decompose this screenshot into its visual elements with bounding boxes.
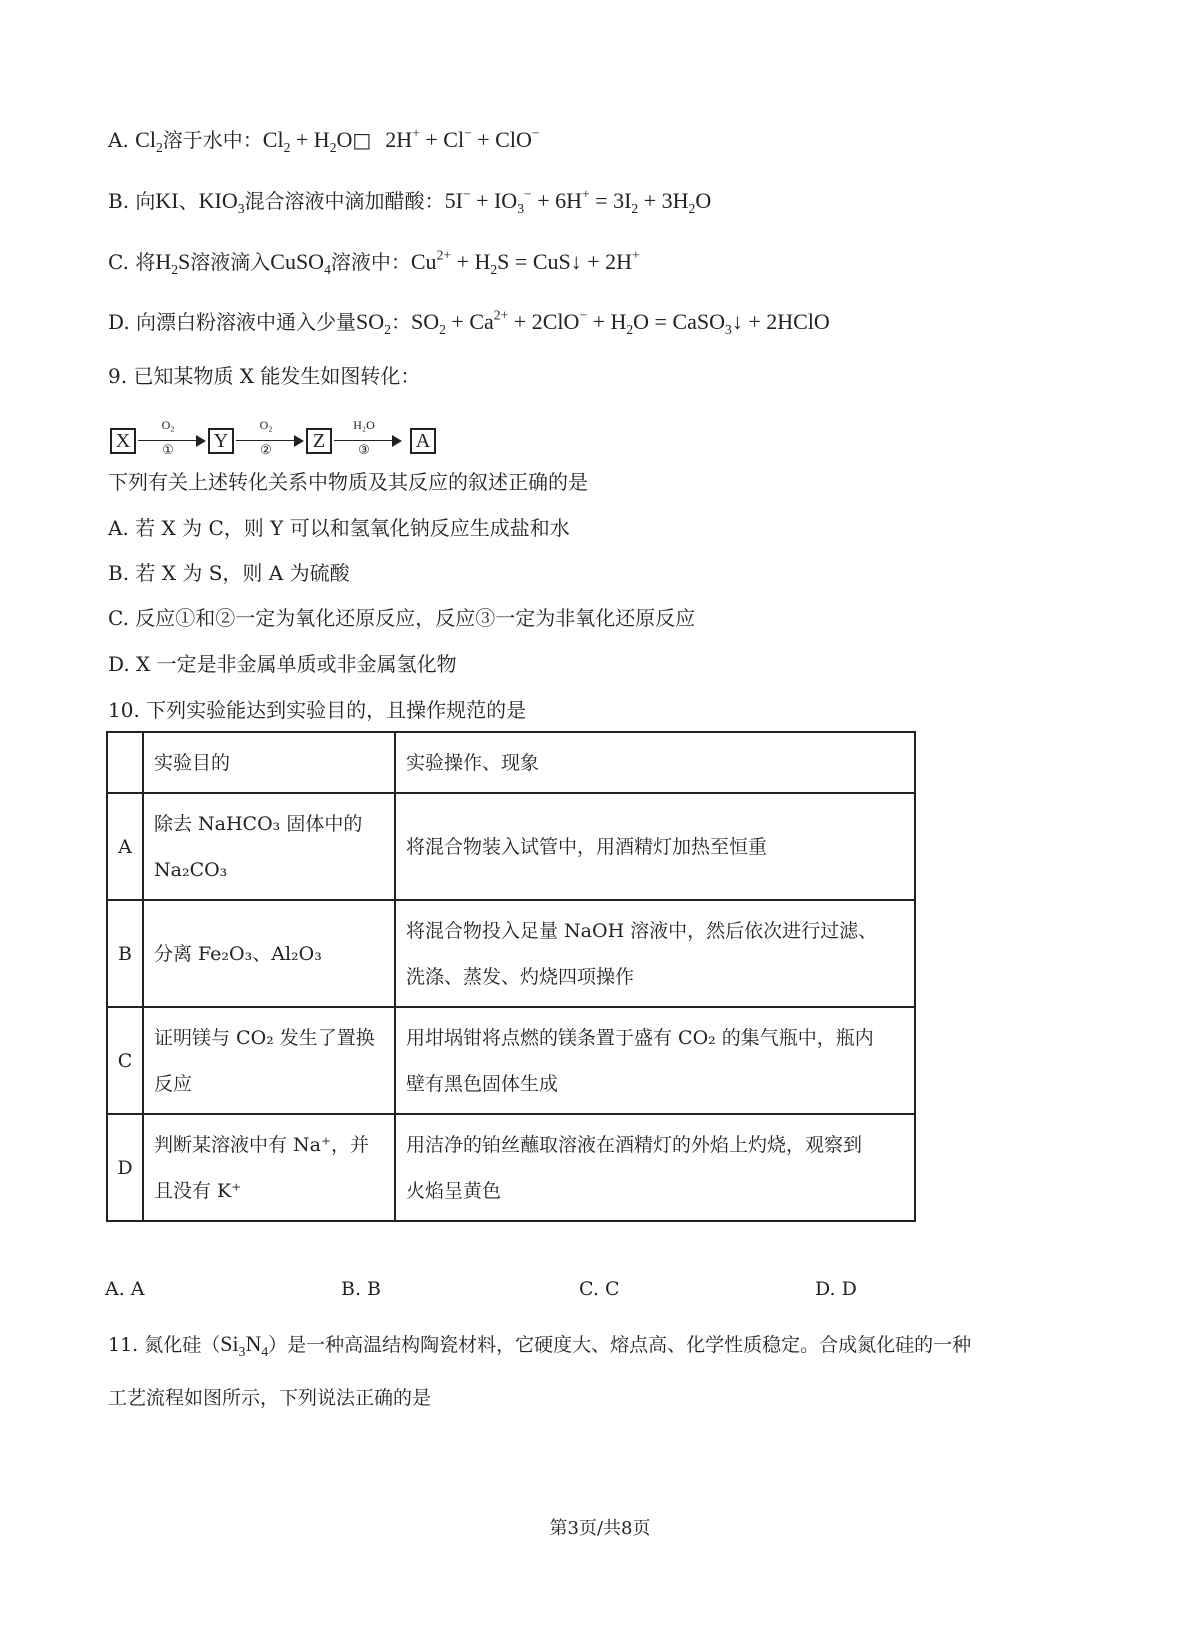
q10-stem: 10. 下列实验能达到实验目的，且操作规范的是: [108, 698, 527, 722]
choice-b[interactable]: B. B: [341, 1278, 382, 1300]
table-row: [107, 1114, 915, 1221]
chain-box-z: Z: [306, 428, 332, 454]
chain-box-y: Y: [208, 428, 234, 454]
q10-choices: [105, 1278, 1005, 1306]
row-goal-line: 判断某溶液中有 Na⁺，并: [154, 1133, 370, 1156]
row-label: B: [107, 900, 143, 1007]
table-row: [107, 793, 915, 900]
row-label: D: [107, 1114, 143, 1221]
row-operation-line: 将混合物装入试管中，用酒精灯加热至恒重: [406, 835, 768, 858]
q8-option-c: C. 将$H_2S$溶液滴入CuSO$_4$溶液中：$Cu^{2+} + H_2S$ = CuS↓ + 2H+: [108, 247, 640, 277]
chain-arrow-3: H₂O ③: [334, 416, 402, 464]
q8-option-b: B. 向KI、$KIO_3$混合溶液中滴加醋酸：$5I^- + IO_3^- + 6H^+ = 3I_2 + 3H_2O$: [108, 186, 712, 216]
table-header-row: [107, 732, 915, 793]
q9-prompt: 下列有关上述转化关系中物质及其反应的叙述正确的是: [108, 470, 588, 494]
row-goal-line: 且没有 K⁺: [154, 1179, 242, 1202]
q11-stem-line-1: 11. 氮化硅$(Si_3N_4)$是一种高温结构陶瓷材料，它硬度大、熔点高、化学性质稳定。合成氮化硅的一种: [108, 1331, 972, 1359]
row-operation-line: 用坩埚钳将点燃的镁条置于盛有 CO₂ 的集气瓶中，瓶内: [406, 1026, 874, 1049]
row-operation-line: 洗涤、蒸发、灼烧四项操作: [406, 965, 635, 988]
choice-a[interactable]: A. A: [105, 1278, 145, 1300]
row-goal-line: 除去 NaHCO₃ 固体中的: [154, 812, 363, 835]
chain-arrow-1: O₂ ①: [138, 416, 206, 464]
q8-option-a: A. $Cl_2$溶于水中：$Cl_2$ + $H_2O□$ 2H+ + Cl− + ClO−: [108, 125, 540, 155]
row-goal-line: 证明镁与 CO₂ 发生了置换: [154, 1026, 375, 1049]
row-operation-line: 壁有黑色固体生成: [406, 1072, 559, 1095]
q9-option-b: B. 若 X 为 S，则 A 为硫酸: [108, 561, 350, 585]
header-goal: 实验目的: [143, 732, 395, 793]
q8-option-d: D. 向漂白粉溶液中通入少量$SO_2$：$SO_2 + Ca^{2+} + 2ClO^- + H_2O$ = CaSO$_3$↓ + 2HClO: [108, 307, 830, 337]
row-goal-line: 反应: [154, 1072, 193, 1095]
header-operation: 实验操作、现象: [395, 732, 915, 793]
q9-stem: 9. 已知某物质 X 能发生如图转化：: [108, 364, 421, 388]
row-operation-line: 将混合物投入足量 NaOH 溶液中，然后依次进行过滤、: [406, 919, 878, 942]
chain-arrow-2: O₂ ②: [236, 416, 304, 464]
page-footer: 第3页/共8页: [549, 1518, 651, 1539]
row-goal-line: Na₂CO₃: [154, 858, 228, 881]
choice-c[interactable]: C. C: [579, 1278, 620, 1300]
row-label: A: [107, 793, 143, 900]
row-goal-line: 分离 Fe₂O₃、Al₂O₃: [154, 942, 322, 965]
q9-option-d: D. X 一定是非金属单质或非金属氢化物: [108, 652, 457, 676]
chain-box-x: X: [110, 428, 136, 454]
row-operation-line: 火焰呈黄色: [406, 1179, 502, 1202]
chain-box-a: A: [410, 428, 436, 454]
choice-d[interactable]: D. D: [815, 1278, 857, 1300]
header-blank: [107, 732, 143, 793]
q9-option-a: A. 若 X 为 C，则 Y 可以和氢氧化钠反应生成盐和水: [108, 516, 570, 540]
row-operation-line: 用洁净的铂丝蘸取溶液在酒精灯的外焰上灼烧，观察到: [406, 1133, 863, 1156]
table-row: [107, 900, 915, 1007]
row-label: C: [107, 1007, 143, 1114]
table-row: [107, 1007, 915, 1114]
q10-experiment-table: [106, 731, 916, 1222]
q11-stem-line-2: 工艺流程如图所示，下列说法正确的是: [108, 1387, 432, 1409]
q9-option-c: C. 反应①和②一定为氧化还原反应，反应③一定为非氧化还原反应: [108, 606, 696, 630]
